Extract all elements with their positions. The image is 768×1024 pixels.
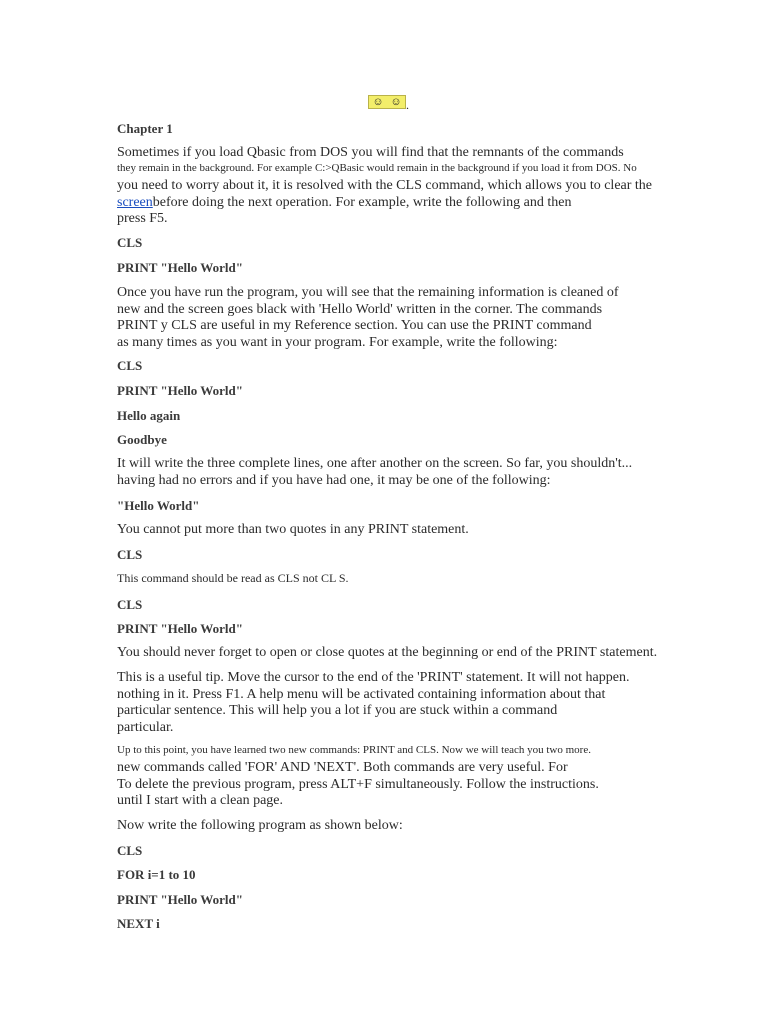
p1-line2: they remain in the background. For example C:>QBasic would remain in the background if you load it from DOS. No xyxy=(117,162,637,174)
p7-line4: particular. xyxy=(117,719,174,735)
p7-line1: This is a useful tip. Move the cursor to the end of the 'PRINT' statement. It will not happen. xyxy=(117,670,630,685)
paragraph-8 xyxy=(117,760,599,810)
paragraph-1 xyxy=(117,145,624,162)
p8-line1: Up to this point, you have learned two new commands: PRINT and CLS. Now we will teach you two more. xyxy=(117,744,591,756)
p7-line2: nothing in it. Press F1. A help menu will be activated containing information about that xyxy=(117,686,606,702)
code-goodbye: Goodbye xyxy=(117,432,167,447)
logo-glyph-1: ☺ xyxy=(372,96,384,108)
p8-line4: until I start with a clean page. xyxy=(117,793,283,808)
code-print-2: PRINT "Hello World" xyxy=(117,383,243,398)
p2-line1: Once you have run the program, you will see that the remaining information is cleaned of xyxy=(117,285,619,300)
code-print-3: PRINT "Hello World" xyxy=(117,621,243,636)
screen-link[interactable]: screen xyxy=(117,194,153,210)
logo-glyph-2: ☺ xyxy=(390,96,402,108)
code-hello-again: Hello again xyxy=(117,408,181,423)
p3-line2: having had no errors and if you have had one, it may be one of the following: xyxy=(117,472,551,488)
code-cls-1: CLS xyxy=(117,235,143,250)
p1-line4-rest: before doing the next operation. For example, write the following and then xyxy=(152,194,572,210)
paragraph-3 xyxy=(117,456,632,489)
p1-line4 xyxy=(117,195,652,212)
paragraph-5: This command should be read as CLS not CL S. xyxy=(117,571,349,585)
p8-line2: new commands called 'FOR' AND 'NEXT'. Both commands are very useful. For xyxy=(117,760,568,775)
p8-line3: To delete the previous program, press ALT+F simultaneously. Follow the instructions. xyxy=(117,776,599,792)
code-hello-world-quoted: "Hello World" xyxy=(117,498,200,513)
code-print-4: PRINT "Hello World" xyxy=(117,892,243,907)
p3-line1: It will write the three complete lines, one after another on the screen. So far, you shouldn't... xyxy=(117,456,633,471)
p1-line1: Sometimes if you load Qbasic from DOS you will find that the remnants of the commands xyxy=(117,145,624,160)
p7-line3: particular sentence. This will help you a lot if you are stuck within a command xyxy=(117,703,558,718)
code-cls-3: CLS xyxy=(117,547,143,562)
paragraph-9: Now write the following program as shown below: xyxy=(117,818,403,833)
code-cls-4: CLS xyxy=(117,597,143,612)
code-cls-2: CLS xyxy=(117,358,143,373)
code-for-loop: FOR i=1 to 10 xyxy=(117,867,196,882)
p2-line4: as many times as you want in your program. For example, write the following: xyxy=(117,334,558,350)
paragraph-7 xyxy=(117,670,629,736)
header-logo xyxy=(368,95,406,109)
header-dot: . xyxy=(406,98,409,112)
code-cls-5: CLS xyxy=(117,843,143,858)
p1-line5: press F5. xyxy=(117,211,168,226)
code-next: NEXT i xyxy=(117,916,160,931)
paragraph-6: You should never forget to open or close quotes at the beginning or end of the PRINT statement. xyxy=(117,645,658,660)
p2-line3: PRINT y CLS are useful in my Reference section. You can use the PRINT command xyxy=(117,318,592,333)
p1-line3: you need to worry about it, it is resolved with the CLS command, which allows you to clear the xyxy=(117,178,653,193)
code-print-1: PRINT "Hello World" xyxy=(117,260,243,275)
p1-body xyxy=(117,178,652,228)
p2-line2: new and the screen goes black with 'Hello World' written in the corner. The commands xyxy=(117,301,603,317)
paragraph-2 xyxy=(117,285,619,351)
paragraph-4: You cannot put more than two quotes in any PRINT statement. xyxy=(117,522,469,537)
chapter-heading: Chapter 1 xyxy=(117,121,173,136)
